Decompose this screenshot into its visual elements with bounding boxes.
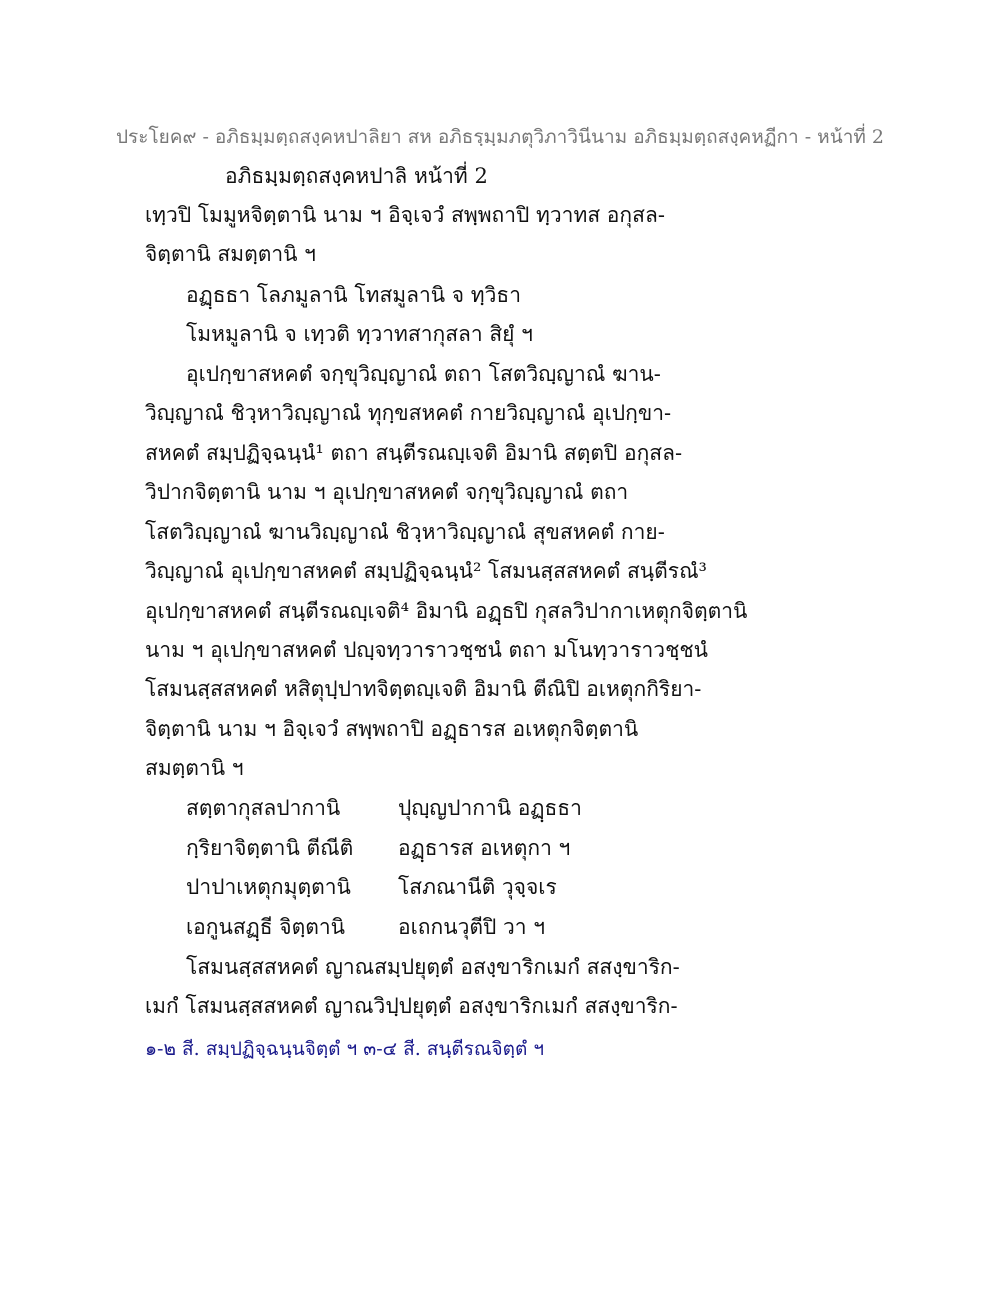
text-line: อุเปกฺขาสหคตํ สนฺตีรณญฺเจติ⁴ อิมานิ อฏฺธปิ กุสลวิปากาเหตุกจิตฺตานิ (145, 599, 748, 623)
text-line: วิญฺญาณํ อุเปกฺขาสหคตํ สมฺปฏิจฺฉนฺนํ² โสมนสฺสสหคตํ สนฺตีรณํ³ (145, 559, 707, 583)
verse-right: โสภณานีติ วุจฺจเร (398, 875, 557, 899)
text-line: วิปากจิตฺตานิ นาม ฯ อุเปกฺขาสหคตํ จกฺขุวิญฺญาณํ ตถา (145, 480, 629, 504)
running-header: ประโยค๙ - อภิธมฺมตฺถสงฺคหปาลิยา สห อภิธรฺมฺมภตุวิภาวินีนาม อภิธมฺมตฺถสงฺคหฏีกา - หน้าที่ 2 (115, 126, 885, 148)
verse-row (186, 834, 571, 862)
text-line: โสมนสฺสสหคตํ หสิตุปฺปาทจิตฺตญฺเจติ อิมานิ ตีณิปิ อเหตุกกิริยา- (145, 677, 702, 701)
verse-left: เอกูนสฏฺธี จิตฺตานิ (186, 915, 345, 939)
verse-row (186, 913, 546, 941)
verse-line: อฏฺธธา โลภมูลานิ โทสมูลานิ จ ทฺวิธา (186, 283, 522, 307)
text-line: โสตวิญฺญาณํ ฆานวิญฺญาณํ ชิวฺหาวิญฺญาณํ สุขสหคตํ กาย- (145, 520, 665, 544)
text-line: เมกํ โสมนสฺสสหคตํ ญาณวิปฺปยุตฺตํ อสงฺขาริกเมกํ สสงฺขาริก- (145, 994, 678, 1018)
page-title: อภิธมฺมตฺถสงฺคหปาลิ หน้าที่ 2 (225, 164, 488, 188)
verse-right: อเถกนวุตีปิ วา ฯ (398, 915, 546, 939)
verse-right: ปุญฺญปากานิ อฏฺธธา (398, 796, 582, 820)
text-line: นาม ฯ อุเปกฺขาสหคตํ ปญฺจทฺวาราวชฺชนํ ตถา มโนทฺวาราวชฺชนํ (145, 638, 708, 662)
verse-line: โมหมูลานิ จ เทฺวติ ทฺวาทสากุสลา สิยุํ ฯ (186, 322, 533, 346)
text-line: จิตฺตานิ นาม ฯ อิจฺเจวํ สพฺพถาปิ อฏฺธารส อเหตุกจิตฺตานิ (145, 717, 639, 741)
text-line: เทฺวปิ โมมูหจิตฺตานิ นาม ฯ อิจฺเจวํ สพฺพถาปิ ทฺวาทส อกุสล- (145, 203, 665, 227)
text-line: สหคตํ สมฺปฏิจฺฉนฺนํ¹ ตถา สนฺตีรณญฺเจติ อิมานิ สตฺตปิ อกุสล- (145, 441, 683, 465)
verse-left: กฺริยาจิตฺตานิ ตีณีติ (186, 836, 354, 860)
verse-right: อฏฺธารส อเหตุกา ฯ (398, 836, 571, 860)
verse-row (186, 794, 582, 822)
text-line: จิตฺตานิ สมตฺตานิ ฯ (145, 242, 316, 266)
text-line: สมตฺตานิ ฯ (145, 756, 244, 780)
verse-left: ปาปาเหตุกมุตฺตานิ (186, 875, 351, 899)
paragraph-first-line: อุเปกฺขาสหคตํ จกฺขุวิญฺญาณํ ตถา โสตวิญฺญาณํ ฆาน- (186, 362, 661, 386)
footnote: ๑-๒ สี. สมฺปฏิจฺฉนฺนจิตฺตํ ฯ ๓-๔ สี. สนฺตีรณจิตฺตํ ฯ (145, 1038, 545, 1060)
paragraph-first-line: โสมนสฺสสหคตํ ญาณสมฺปยุตฺตํ อสงฺขาริกเมกํ สสงฺขาริก- (186, 955, 680, 979)
verse-left: สตฺตากุสลปากานิ (186, 796, 341, 820)
text-line: วิญฺญาณํ ชิวฺหาวิญฺญาณํ ทุกฺขสหคตํ กายวิญฺญาณํ อุเปกฺขา- (145, 401, 672, 425)
verse-row (186, 873, 557, 901)
